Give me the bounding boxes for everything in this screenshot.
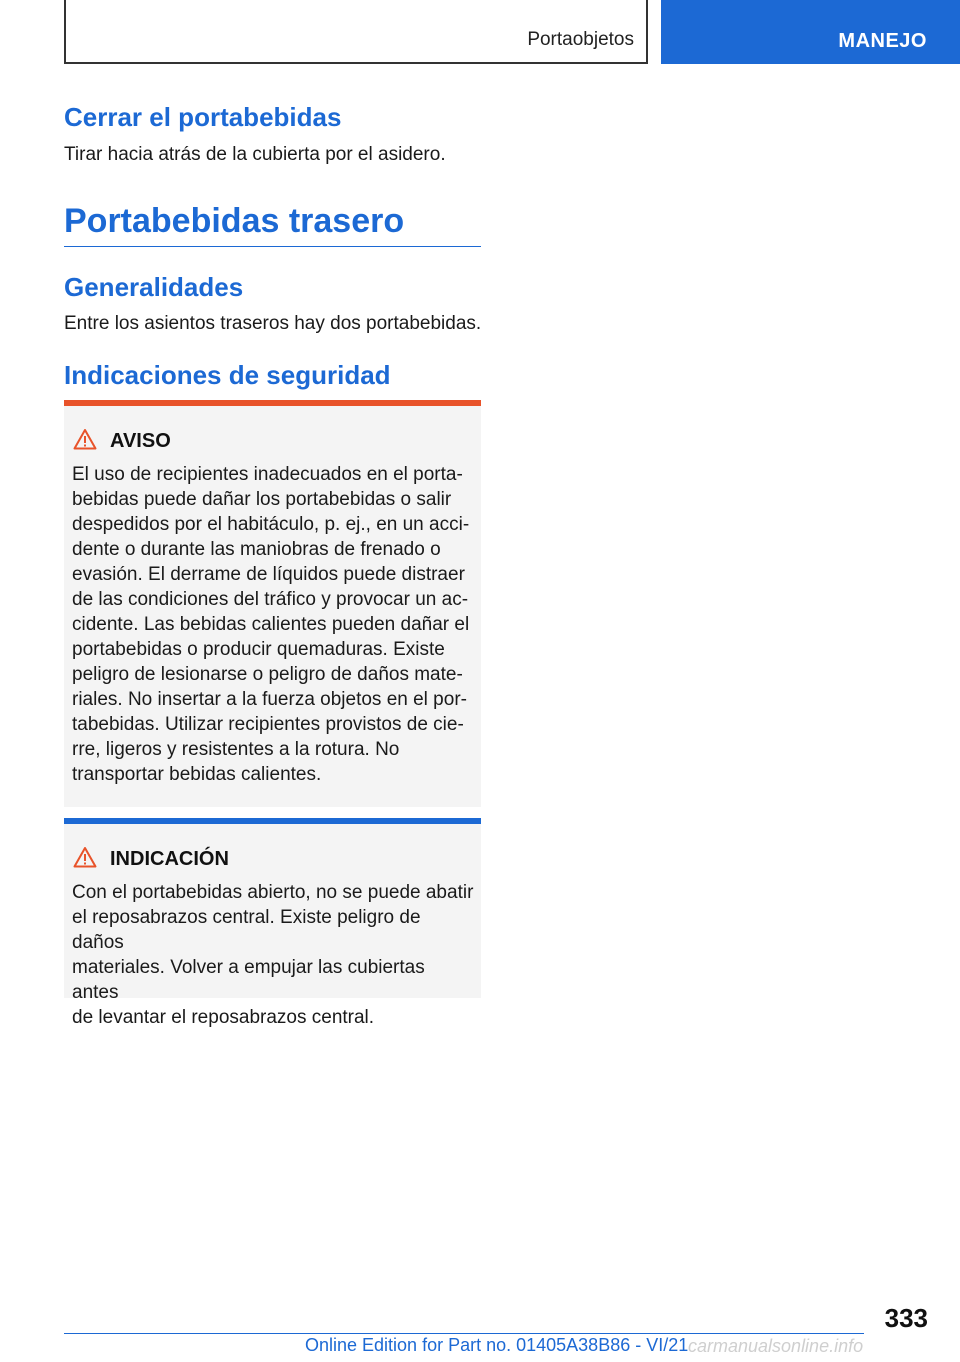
warning-bar [64,400,481,406]
chapter-tab [661,0,960,64]
warning-line: transportar bebidas calientes. [72,764,322,785]
notice-callout [64,818,481,1028]
edition-text: Online Edition for Part no. 01405A38B86 - VI/21 [305,1335,689,1355]
footer-rule [64,1333,864,1334]
notice-line: materiales. Volver a empujar las cubiertas antes [72,957,425,1003]
warning-line: tabebidas. Utilizar recipientes provistos de cie‑ [72,714,464,735]
warning-line: riales. No insertar a la fuerza objetos en el por‑ [72,689,467,710]
warning-line: de las condiciones del tráfico y provocar un ac‑ [72,589,469,610]
warning-title: AVISO [110,430,171,452]
notice-line: Con el portabebidas abierto, no se puede abatir [72,882,474,903]
warning-line: cidente. Las bebidas calientes pueden dañar el [72,614,470,635]
warning-line: rre, ligeros y resistentes a la rotura. No [72,739,400,760]
safety-heading: Indicaciones de seguridad [64,360,391,390]
warning-line: El uso de recipientes inadecuados en el porta‑ [72,464,463,485]
section-label: Portaobjetos [527,29,634,50]
warning-line: despedidos por el habitáculo, p. ej., en un acci‑ [72,514,470,535]
notice-bar [64,818,481,824]
rear-heading: Portabebidas trasero [64,202,405,240]
notice-line: el reposabrazos central. Existe peligro de daños [72,907,421,953]
warning-line: portabebidas o producir quemaduras. Existe [72,639,445,660]
notice-line: de levantar el reposabrazos central. [72,1007,375,1028]
notice-title: INDICACIÓN [110,848,229,870]
watermark: carmanualsonline.info [688,1336,864,1356]
heading-rule [64,246,481,247]
notice-body [72,880,475,1030]
warning-triangle-icon [73,428,97,450]
close-text: Tirar hacia atrás de la cubierta por el asidero. [64,144,446,165]
close-heading: Cerrar el portabebidas [64,102,342,132]
header-frame [64,0,648,64]
warning-line: bebidas puede dañar los portabebidas o salir [72,489,452,510]
warning-line: dente o durante las maniobras de frenado o [72,539,441,560]
warning-body [72,462,475,787]
warning-line: peligro de lesionarse o peligro de daños mate‑ [72,664,463,685]
warning-triangle-icon [73,846,97,868]
warning-line: evasión. El derrame de líquidos puede distraer [72,564,465,585]
chapter-tab-label: MANEJO [838,30,927,52]
warning-callout [64,400,481,807]
general-text: Entre los asientos traseros hay dos portabebidas. [64,313,482,334]
page-number: 333 [884,1303,928,1333]
general-heading: Generalidades [64,272,244,302]
